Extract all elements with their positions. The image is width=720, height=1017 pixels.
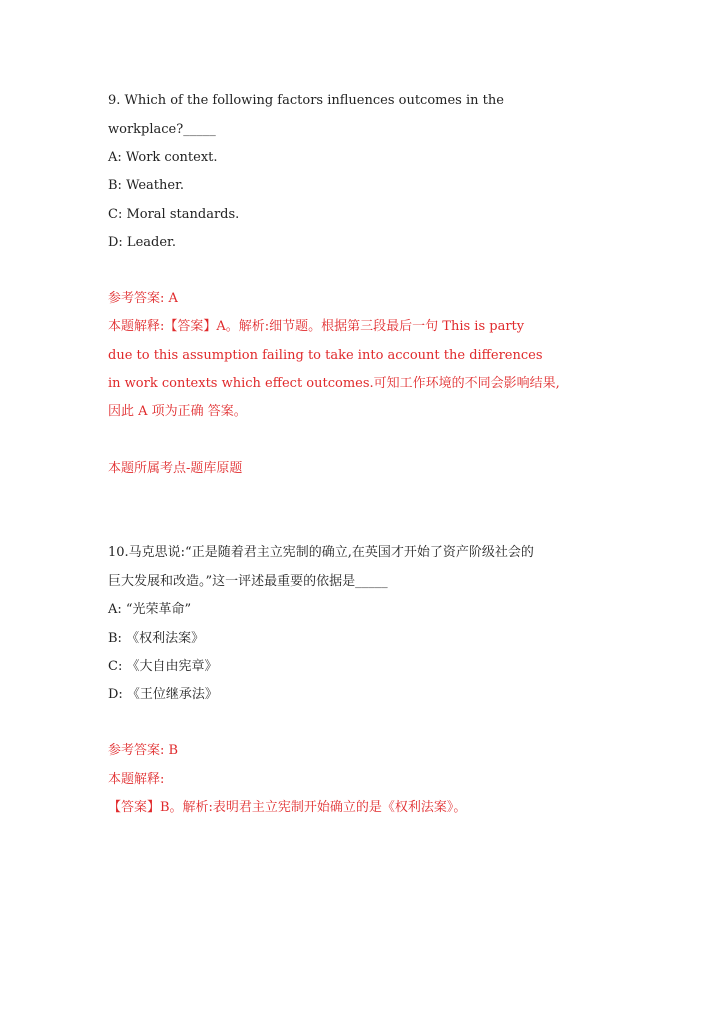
- q9-stem-line-1: 9. Which of the following factors influences outcomes in the: [108, 93, 504, 108]
- q10-option-d: D: 《王位继承法》: [108, 687, 218, 702]
- q10-explanation-label: 本题解释:: [108, 772, 165, 787]
- q9-option-a: A: Work context.: [108, 150, 218, 165]
- q9-option-c: C: Moral standards.: [108, 207, 240, 222]
- q10-answer: 参考答案: B: [108, 743, 179, 758]
- q9-answer: 参考答案: A: [108, 291, 178, 306]
- q10-explanation: 【答案】B。解析:表明君主立宪制开始确立的是《权利法案》。: [108, 800, 467, 815]
- q9-stem-line-2: workplace?_____: [108, 122, 216, 137]
- q9-explanation-line-4: 因此 A 项为正确 答案。: [108, 404, 247, 419]
- q9-option-b: B: Weather.: [108, 178, 185, 193]
- q10-option-a: A: “光荣革命”: [108, 602, 192, 617]
- q9-explanation-line-1: 本题解释:【答案】A。解析:细节题。根据第三段最后一句 This is party: [108, 319, 525, 334]
- q9-explanation-line-2: due to this assumption failing to take into account the differences: [108, 348, 543, 363]
- q10-option-c: C: 《大自由宪章》: [108, 659, 218, 674]
- q10-stem-line-2: 巨大发展和改造。”这一评述最重要的依据是_____: [108, 574, 388, 589]
- q9-explanation-line-3: in work contexts which effect outcomes.可知工作环境的不同会影响结果,: [108, 376, 560, 391]
- q9-option-d: D: Leader.: [108, 235, 176, 250]
- q10-stem-line-1: 10.马克思说:“正是随着君主立宪制的确立,在英国才开始了资产阶级社会的: [108, 545, 534, 560]
- q10-option-b: B: 《权利法案》: [108, 631, 205, 646]
- q9-source: 本题所属考点-题库原题: [108, 461, 243, 476]
